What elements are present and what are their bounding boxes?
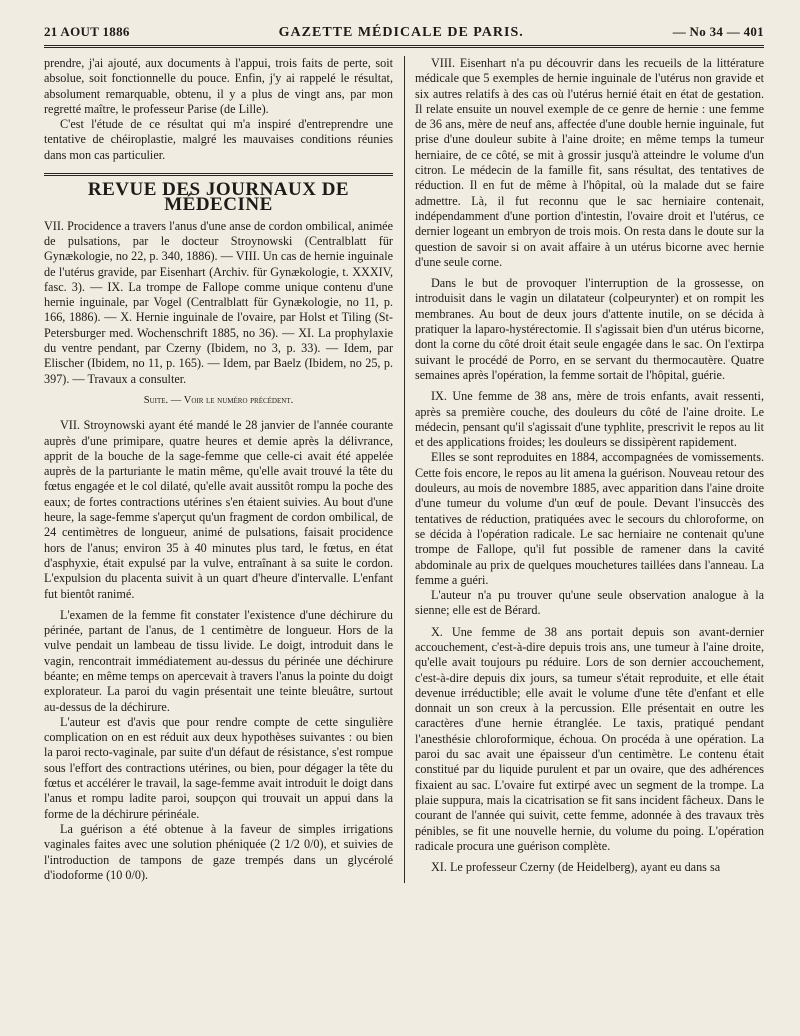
columns	[44, 56, 764, 883]
left-column	[44, 56, 393, 883]
section-rule	[44, 173, 393, 176]
body-paragraph: Dans le but de provoquer l'interruption de la grossesse, on introduisit dans le vagin un dilatateur (colpeurynter) et on rompit les membranes. Au bout de deux jours d'attente inutile, on se décida à pratiquer la laparo-hystérectomie. Il s'agissait bien d'un utérus bicorne, dont la corne du côté droit était seule engagée dans le sac. On l'extirpa suivant le procédé de Porro, en se servant du thermocautère. Quatre semaines après l'opération, la femme sortait de l'hôpital, guérie.	[415, 276, 764, 382]
body-paragraph: XI. Le professeur Czerny (de Heidelberg), ayant eu dans sa	[431, 860, 721, 875]
body-paragraph: L'auteur n'a pu trouver qu'une seule observation analogue à la sienne; elle est de Bérard.	[415, 588, 764, 618]
right-column	[415, 56, 764, 883]
header-date: 21 AOUT 1886	[44, 24, 130, 39]
header-title: GAZETTE MÉDICALE DE PARIS.	[278, 25, 524, 40]
body-paragraph: X. Une femme de 38 ans portait depuis son avant-dernier accouchement, c'est-à-dire depuis trois ans, une tumeur à l'aine droite, qu'elle avait toujours pu réduire. Lors de son dernier accouchement, c'est-à-dire depuis dix jours, sa tumeur s'était reproduite, et elle était devenue irréductible; elle avait le volume d'une tête d'enfant et elle donnait un son creux à la percussion. Elle présentait en outre les caractères d'une hernie étranglée. Le taxis, pratiqué pendant l'anesthésie chloroformique, échoua. On procéda à une opération. La paroi du sac avait une épaisseur d'un centimètre. Le contenu était constitué par du liquide purulent et par un ovaire, que des adhérences fixaient au sac. L'ovaire fut extirpé avec un segment de la trompe. La plaie suppura, mais la cicatrisation se fit sans incident fâcheux. Dans le courant de l'année qui suivit, cette femme, adonnée à des travaux très pénibles, se fit une nouvelle hernie, du volume du poing. L'opération radicale procura une guérison complète.	[415, 624, 764, 853]
toc-text: VII. Procidence a travers l'anus d'une anse de cordon ombilical, animée de pulsations, par le docteur Stroynowski (Centralblatt für Gynækologie, no 22, p. 340, 1886). — VIII. Un cas de hernie inguinale de l'utérus gravide, par Eisenhart (Archiv. für Gynækologie, t. XXXIV, fasc. 3). — IX. La trompe de Fallope comme unique contenu d'une hernie inguinale, par Vogel (Centralblatt für Gynækologie, no 11, p. 166, 1886). — X. Hernie inguinale de l'ovaire, par Holst et Tiling (St-Petersburger med. Wochenschrift 1885, no 36). — XI. La prophylaxie du ventre pendant, par Czerny (Ibidem, no 3, p. 33). — Idem, par Elischer (Ibidem, no 11, p. 165). — Idem, par Baelz (Ibidem, no 25, p. 397). — Travaux a consulter.	[44, 218, 393, 386]
body-paragraph: IX. Une femme de 38 ans, mère de trois enfants, avait ressenti, après sa première couche, des douleurs du côté de l'aine droite. Le médecin, pensant qu'il s'agissait d'une typhlite, prescrivit le repos au lit et des applications froides; les douleurs se dissipèrent rapidement.	[415, 389, 764, 450]
body-paragraph: VIII. Eisenhart n'a pu découvrir dans les recueils de la littérature médicale que 5 exemples de hernie inguinale de l'utérus non gravide et six autres relatifs à des cas où l'utérus hernié était en état de gestation. Il relate ensuite un nouvel exemple de ce genre de hernie : une femme de 36 ans, mère de neuf ans, affectée d'une double hernie inguinale, fut prise d'une douleur subite à l'aine droite; en même temps la tumeur herniaire, de ce côté, se mit à grossir jusqu'à atteindre le volume d'un citron. Le médecin de la famille fit, sans résultat, des tentatives de réduction. Il en fut de même à l'hôpital, où la malade dut se faire admettre. Là, il fut reconnu que le sac herniaire contenait, indépendamment d'une portion d'intestin, l'ovaire droit et l'utérus, ce dernier logeant un embryon de trois mois. On resta dans le doute sur la question de savoir si on avait affaire à un utérus bicorne avec hernie d'une seule corne.	[415, 56, 764, 269]
column-divider	[404, 56, 405, 883]
header-issue: — No 34 — 401	[672, 24, 764, 39]
suite-note: Suite. — Voir le numéro précédent.	[143, 394, 294, 406]
page-header	[44, 24, 764, 48]
table-of-contents	[44, 219, 393, 387]
section-title: REVUE DES JOURNAUX DE MÉDECINE	[87, 179, 350, 216]
body-paragraph: VII. Stroynowski ayant été mandé le 28 janvier de l'année courante auprès d'une primipare, quatre heures et demie après la délivrance, apprit de la bouche de la sage-femme que celle-ci avait été appelée auprès de la parturiante le matin même, qu'elle avait trouvé la tête du fœtus engagée et le col dilaté, qu'elle avait aussitôt rompu la poche des eaux; de fortes contractions utérines s'en étaient suivies. Au bout d'une heure, la sage-femme s'aperçut qu'un fragment de cordon ombilical, de 24 centimètres de longueur, animé de pulsations, faisait procidence hors de l'anus; environ 35 à 40 minutes plus tard, le fœtus, en état d'asphyxie, était expulsé par la vulve, entraînant à sa suite le cordon. L'expulsion du placenta suivit à un quart d'heure d'intervalle. L'enfant fut bientôt ranimé.	[44, 418, 393, 601]
intro-paragraph: C'est l'étude de ce résultat qui m'a inspiré d'entreprendre une tentative de chéiroplastie, malgré les mauvaises conditions réunies dans mon cas particulier.	[44, 117, 393, 162]
body-paragraph: Elles se sont reproduites en 1884, accompagnées de vomissements. Cette fois encore, le repos au lit amena la guérison. Nouveau retour des douleurs, au mois de novembre 1885, avec apparition dans l'aine droite d'une tumeur du volume d'un œuf de poule. Devant l'insuccès des tentatives de réduction, pratiquées avec le secours du chloroforme, on se décida à l'opération radicale. Le sac herniaire ne contenait qu'une trompe de Fallope, qu'il fut possible de ramener dans la cavité abdominale au prix de quelques mouchetures taillées dans l'anneau. La femme a guéri.	[415, 450, 764, 587]
body-paragraph: L'auteur est d'avis que pour rendre compte de cette singulière complication on en est réduit aux deux hypothèses suivantes : ou bien la paroi recto-vaginale, par suite d'un défaut de résistance, s'est rompue sous l'effort des contractions utérines, ou bien, pour dégager la tête du fœtus et accélérer le travail, la sage-femme avait introduit le doigt dans l'anus et rompu ladite paroi, soupçon qui trouvait un appui dans la forme de la déchirure périnéale.	[44, 714, 393, 821]
body-paragraph: L'examen de la femme fit constater l'existence d'une déchirure du périnée, partant de l'anus, de 1 centimètre de longueur. Hors de la vulve pendait un lambeau de tissu livide. Le doigt, introduit dans le vagin, rencontrait immédiatement au-dessus du périnée une déchirure béante; en même temps on apercevait à travers l'anus la pointe du doigt explorateur. La paroi du vagin présentait une teinte bleuâtre, surtout au-dessus de la déchirure.	[44, 607, 393, 714]
intro-paragraph: prendre, j'ai ajouté, aux documents à l'appui, trois faits de perte, soit absolue, soit fonctionnelle du pouce. Enfin, j'y ai rappelé le résultat, absolument remarquable, obtenu, il y a plus de vingt ans, par mon regretté maître, le professeur Parise (de Lille).	[44, 56, 393, 116]
body-paragraph: La guérison a été obtenue à la faveur de simples irrigations vaginales faites avec une solution phéniquée (2 1/2 0/0), et suivies de l'introduction de tampons de gaze trempés dans un glycérolé d'iodoforme (10 0/0).	[44, 821, 393, 882]
